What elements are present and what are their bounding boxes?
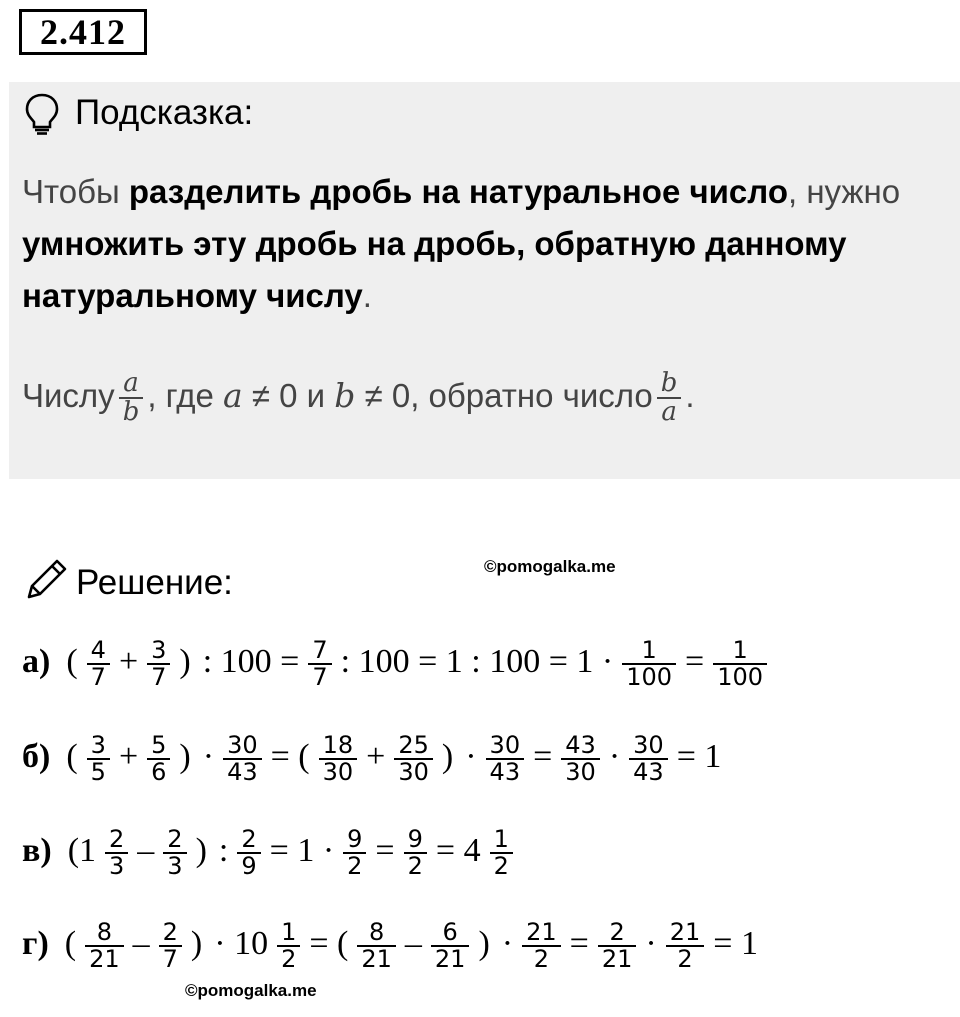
fraction: $\frac{1}{100}$ — [713, 638, 767, 690]
equation-text: – — [137, 832, 155, 869]
row-label: г) — [22, 925, 49, 962]
equation-text: · — [202, 738, 215, 775]
fraction: $\frac{3}{5}$ — [87, 733, 110, 785]
fraction: $\frac{30}{43}$ — [223, 733, 262, 785]
fraction: $\frac{7}{7}$ — [308, 638, 331, 690]
equation-text: · — [465, 738, 477, 775]
equation-text: ( — [66, 643, 78, 680]
equation-text: · — [645, 925, 657, 962]
equation-text: = — [533, 738, 553, 775]
watermark-bottom: ©pomogalka.me — [185, 981, 317, 1000]
equation-text: : — [218, 832, 229, 869]
equation-text: : 100 = 1 : 100 = 1 · — [340, 643, 614, 680]
equation-text: · — [608, 738, 621, 775]
hint-reciprocal-text: Числу $\frac{a}{b}$ , где a ≠ 0 и b ≠ 0, обратно число $\frac{b}{a}$ . — [22, 367, 695, 428]
fraction: $\frac{1}{2}$ — [277, 920, 300, 972]
fraction: $\frac{43}{30}$ — [561, 733, 600, 785]
fraction: $\frac{21}{2}$ — [666, 920, 705, 972]
equation-text: = ( — [270, 738, 310, 775]
fraction: $\frac{8}{21}$ — [85, 920, 124, 972]
equation-text: = 4 — [435, 832, 481, 869]
problem-number: 2.412 — [19, 9, 147, 55]
fraction: $\frac{2}{7}$ — [159, 920, 182, 972]
fraction: $\frac{5}{6}$ — [147, 733, 170, 785]
equation-text: = — [569, 925, 589, 962]
fraction: $\frac{2}{3}$ — [105, 827, 128, 879]
row-label: в) — [22, 832, 52, 869]
hint-bold-2: умножить эту дробь на дробь, обратную данному натуральному числу — [22, 225, 847, 314]
fraction-a-over-b: $\frac{a}{b}$ — [119, 370, 144, 427]
fraction: $\frac{30}{43}$ — [486, 733, 525, 785]
equation-text: ( — [66, 738, 78, 775]
equation-text: : 100 = — [202, 643, 300, 680]
equation-text: + — [118, 738, 139, 775]
equation-text: ( — [64, 925, 77, 962]
fraction: $\frac{4}{7}$ — [87, 638, 110, 690]
solution-title: Решение: — [76, 563, 233, 602]
equation-text: (1 — [67, 832, 97, 869]
equation-text: = — [685, 643, 705, 680]
equation-text: – — [404, 925, 422, 962]
equation-text: ) — [190, 925, 203, 962]
equation-row-d — [22, 914, 764, 974]
equation-text: ) — [179, 738, 191, 775]
equation-text: ) — [195, 832, 207, 869]
fraction: $\frac{25}{30}$ — [394, 733, 433, 785]
equation-text: · — [501, 925, 514, 962]
equation-text: ) — [478, 925, 490, 962]
row-label: а) — [22, 643, 51, 680]
fraction: $\frac{1}{2}$ — [490, 827, 513, 879]
hint-title: Подсказка: — [75, 93, 254, 132]
fraction: $\frac{2}{21}$ — [598, 920, 637, 972]
fraction: $\frac{8}{21}$ — [357, 920, 396, 972]
fraction-b-over-a: $\frac{b}{a}$ — [657, 370, 682, 427]
fraction: $\frac{2}{9}$ — [237, 827, 260, 879]
lightbulb-icon — [22, 92, 62, 136]
equation-text: – — [132, 925, 150, 962]
fraction: $\frac{3}{7}$ — [147, 638, 170, 690]
equation-text: ) — [441, 738, 454, 775]
equation-text: · 10 — [214, 925, 269, 962]
equation-text: = 1 · — [269, 832, 335, 869]
row-label: б) — [22, 738, 51, 775]
fraction: $\frac{9}{2}$ — [404, 827, 427, 879]
equation-row-c — [22, 821, 516, 881]
fraction: $\frac{1}{100}$ — [622, 638, 676, 690]
equation-row-b — [22, 727, 727, 787]
fraction: $\frac{30}{43}$ — [629, 733, 668, 785]
equation-text: = ( — [309, 925, 349, 962]
equation-row-a — [22, 632, 770, 692]
hint-rule-text: Чтобы разделить дробь на натуральное число, нужно умножить эту дробь на дробь, обратную данному натуральному числу. — [22, 173, 901, 314]
equation-text: + — [366, 738, 386, 775]
fraction: $\frac{9}{2}$ — [343, 827, 366, 879]
fraction: $\frac{2}{3}$ — [163, 827, 186, 879]
equation-text: + — [118, 643, 139, 680]
pencil-icon — [24, 556, 70, 602]
watermark-top: ©pomogalka.me — [484, 557, 616, 576]
equation-text: = 1 — [713, 925, 758, 962]
fraction: $\frac{6}{21}$ — [431, 920, 470, 972]
fraction: $\frac{18}{30}$ — [319, 733, 358, 785]
equation-text: = 1 — [676, 738, 722, 775]
equation-text: ) — [179, 643, 191, 680]
equation-text: = — [375, 832, 395, 869]
fraction: $\frac{21}{2}$ — [522, 920, 561, 972]
hint-bold-1: разделить дробь на натуральное число — [128, 173, 788, 210]
